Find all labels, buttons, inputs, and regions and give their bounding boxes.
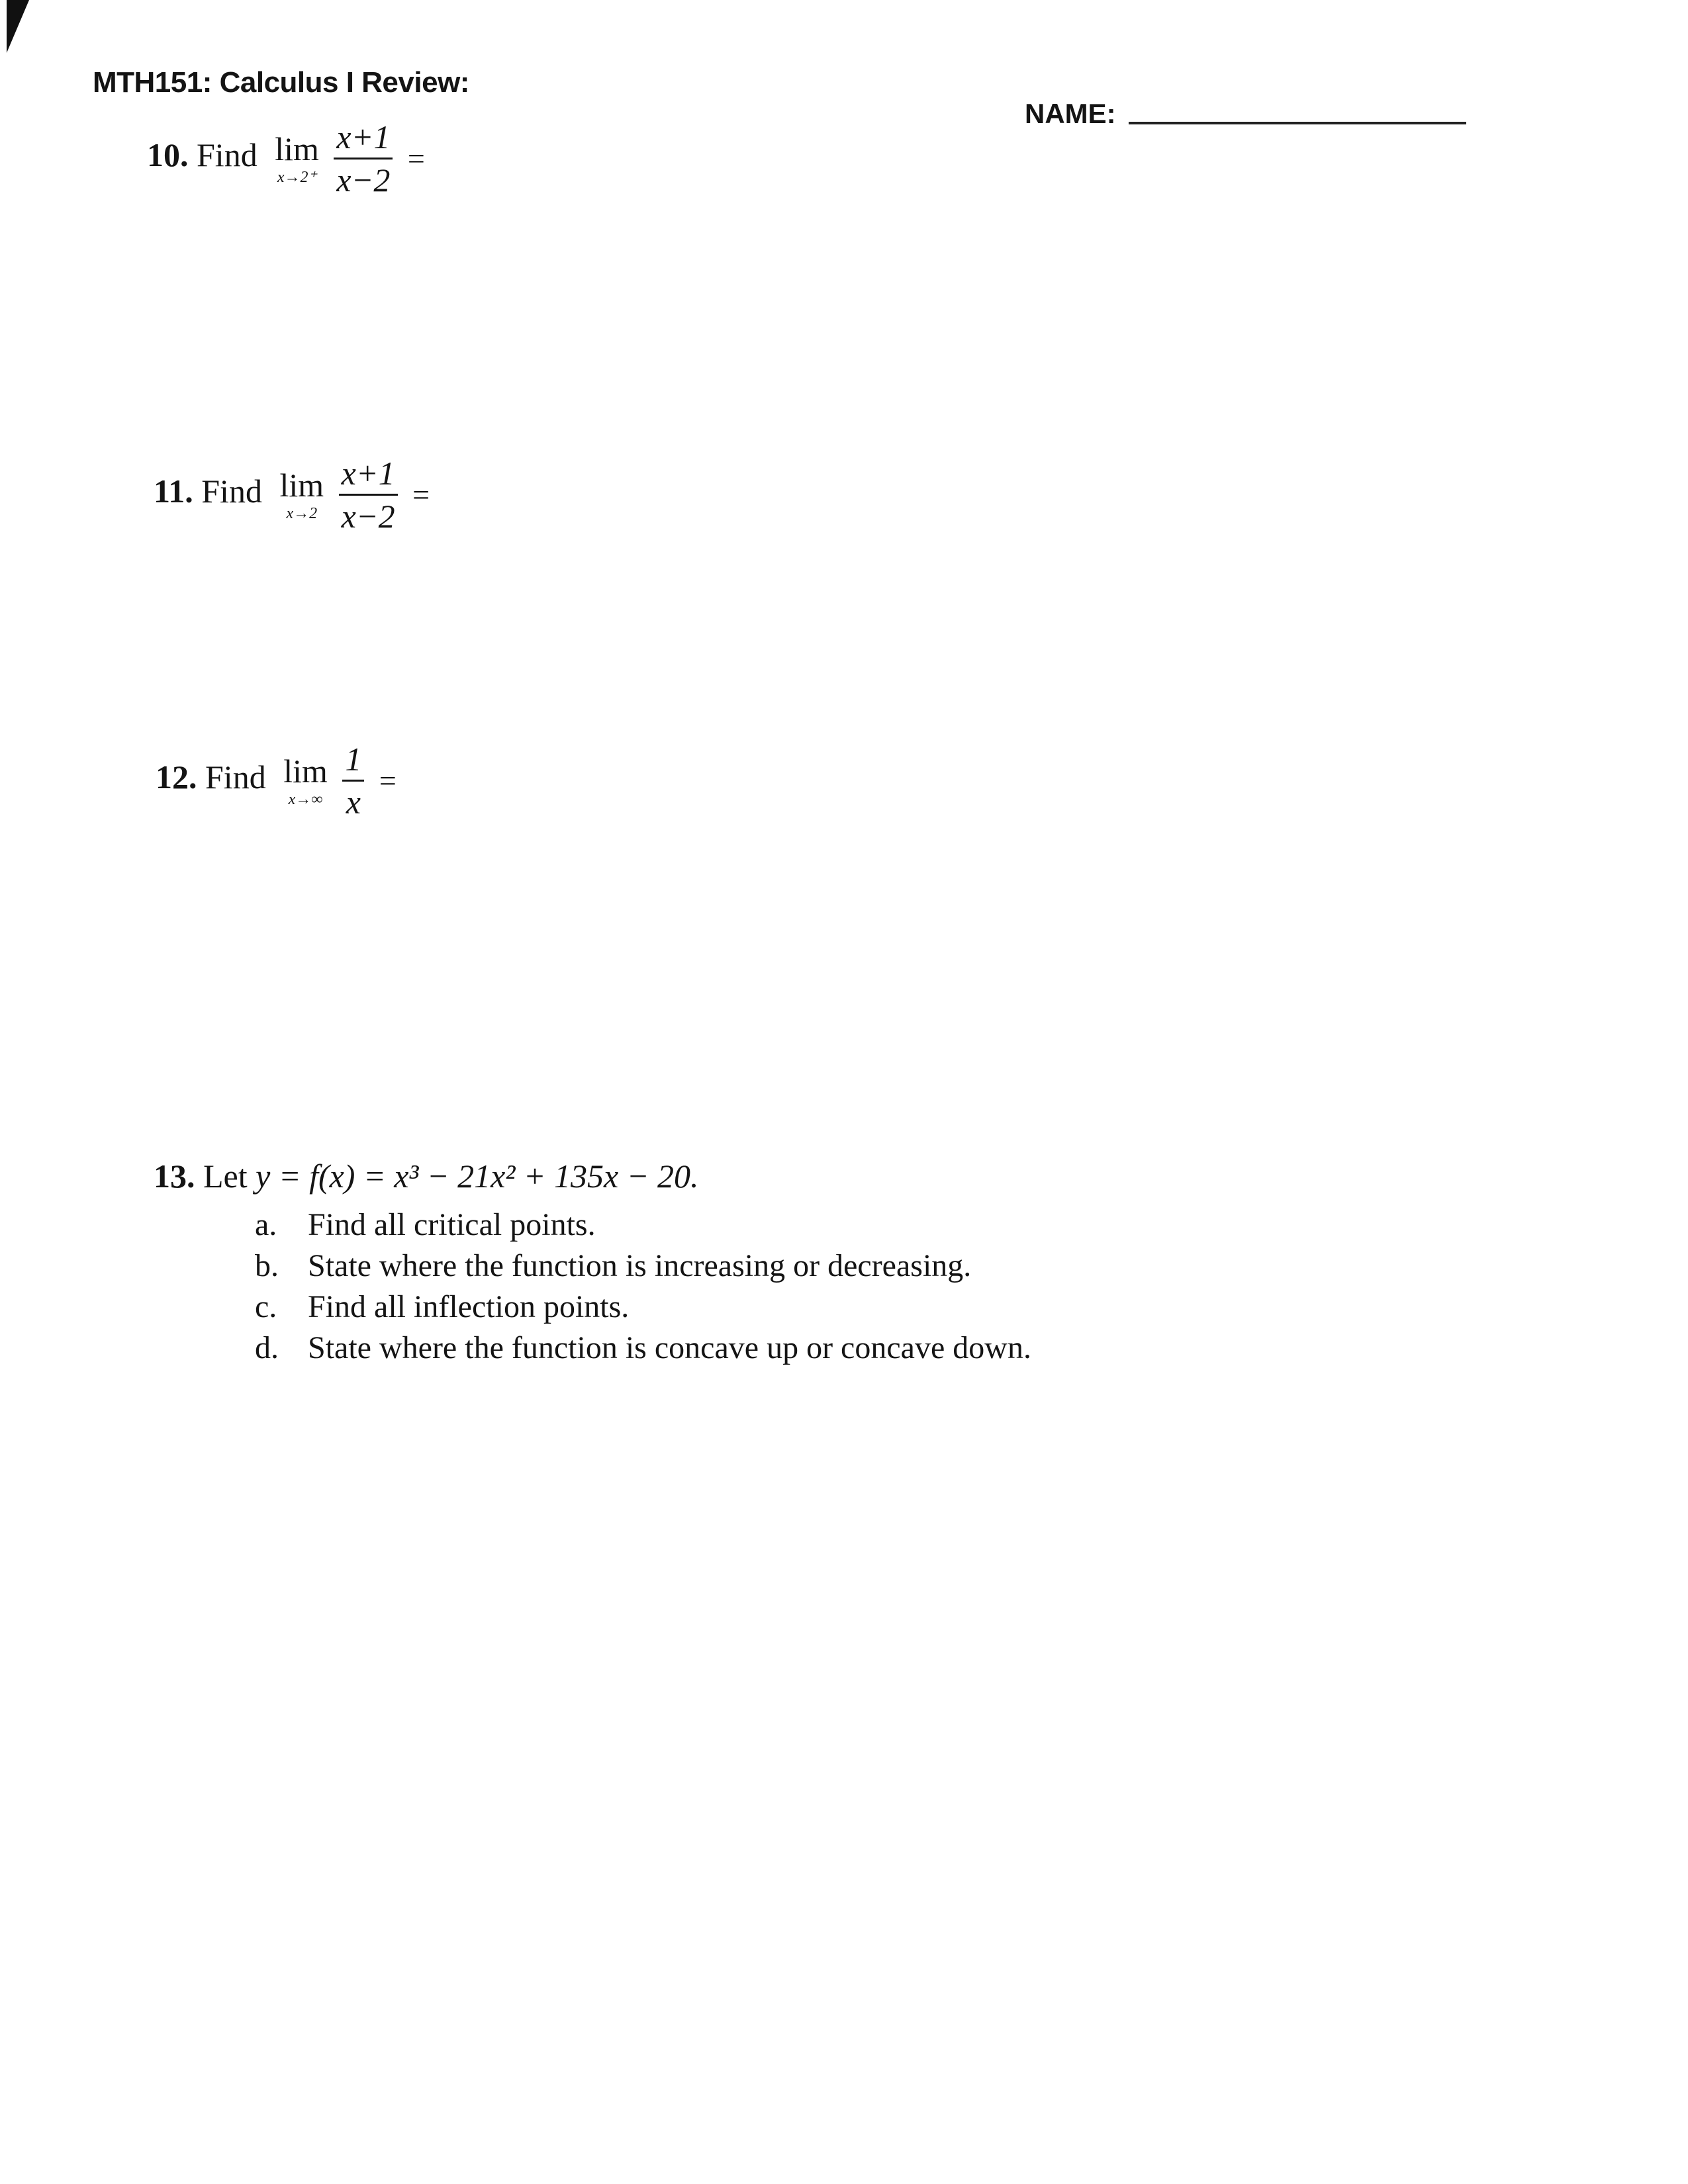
subpart-text: Find all critical points.: [308, 1207, 596, 1242]
lim-subscript: x→∞: [288, 790, 323, 808]
subpart-label: a.: [255, 1207, 277, 1242]
subpart-a: [255, 1205, 1031, 1246]
fraction-numerator: x+1: [336, 118, 391, 156]
fraction-denominator: x−2: [341, 498, 395, 535]
subpart-d: [255, 1328, 1031, 1369]
fraction: [334, 120, 393, 197]
problem-intro: Let: [203, 1158, 248, 1195]
function-expression: y = f(x) = x³ − 21x² + 135x − 20.: [256, 1158, 699, 1195]
name-label: NAME:: [1025, 98, 1116, 129]
problem-number: 13.: [154, 1158, 195, 1195]
fraction: [339, 457, 398, 533]
worksheet-title: MTH151: Calculus I Review:: [93, 66, 469, 99]
problem-10: [147, 120, 425, 197]
fraction-numerator: 1: [345, 741, 362, 778]
problem-number: 12.: [156, 758, 197, 796]
fraction: [342, 743, 364, 819]
name-blank-line: [1129, 122, 1466, 124]
problem-verb: Find: [197, 136, 258, 173]
lim-word: lim: [275, 130, 319, 167]
equals-sign: =: [407, 141, 425, 175]
lim-subscript: x→2⁺: [277, 168, 317, 186]
subpart-label: b.: [255, 1248, 279, 1283]
problem-verb: Find: [205, 758, 266, 796]
limit-operator: [283, 754, 328, 807]
problem-13: [154, 1157, 698, 1195]
scan-corner-mark: [7, 0, 29, 53]
subpart-label: d.: [255, 1330, 279, 1365]
equals-sign: =: [379, 763, 397, 797]
problem-number: 10.: [147, 136, 189, 173]
problem-13-subparts: [255, 1205, 1031, 1369]
subpart-c: [255, 1287, 1031, 1328]
subpart-label: c.: [255, 1289, 277, 1324]
subpart-text: Find all inflection points.: [308, 1289, 630, 1324]
subpart-text: State where the function is concave up or concave down.: [308, 1330, 1031, 1365]
lim-word: lim: [283, 752, 328, 790]
problem-12: [156, 743, 397, 819]
equals-sign: =: [412, 477, 430, 512]
lim-subscript: x→2: [286, 504, 318, 522]
subpart-text: State where the function is increasing or decreasing.: [308, 1248, 972, 1283]
problem-number: 11.: [154, 472, 193, 510]
fraction-denominator: x: [346, 784, 361, 821]
problem-11: [154, 457, 430, 533]
lim-word: lim: [279, 466, 324, 504]
fraction-denominator: x−2: [336, 161, 391, 199]
fraction-numerator: x+1: [341, 455, 395, 492]
limit-operator: [275, 132, 319, 185]
subpart-b: [255, 1246, 1031, 1287]
problem-verb: Find: [201, 472, 262, 510]
limit-operator: [279, 466, 324, 522]
